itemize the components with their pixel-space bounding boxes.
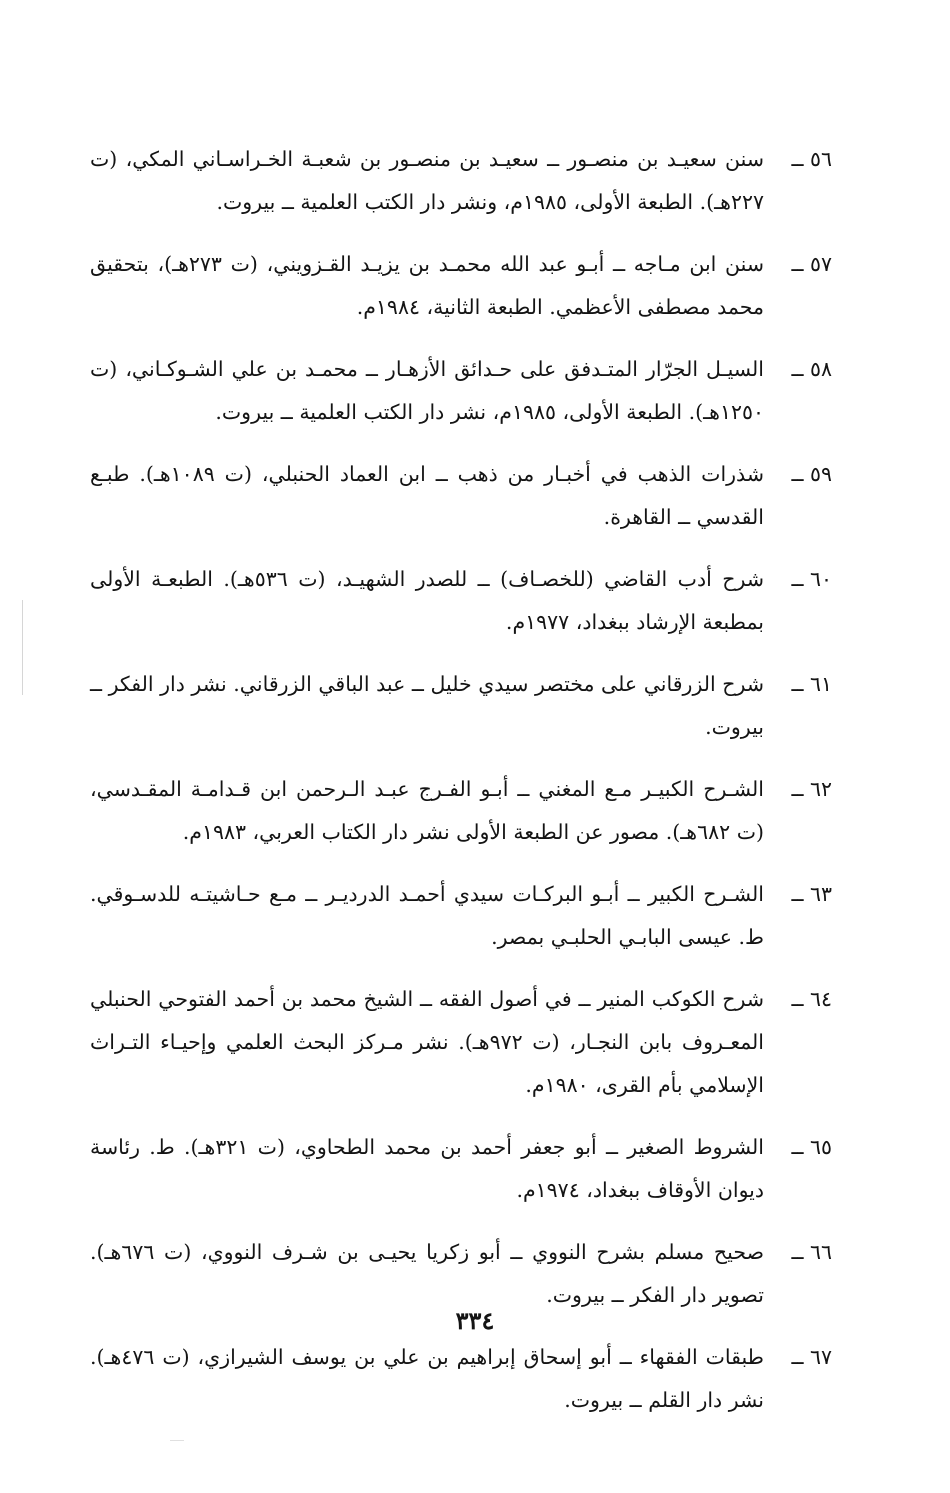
entry-number: ٦٢ ــ xyxy=(791,777,832,801)
bibliography-entry xyxy=(90,243,832,329)
scan-speck xyxy=(170,1440,184,1441)
entry-number: ٥٩ ــ xyxy=(791,462,832,486)
entry-text: صحيح مسلم بشرح النووي ــ أبو زكريا يحيـى بن شـرف النووي، (ت ٦٧٦هـ). تصوير دار الفكر ــ بيروت. xyxy=(90,1240,764,1307)
bibliography-entry xyxy=(90,1126,832,1212)
entry-text: الشروط الصغير ــ أبو جعفر أحمد بن محمد الطحاوي، (ت ٣٢١هـ). ط. رئاسة ديوان الأوقاف ببغداد، ١٩٧٤م. xyxy=(90,1135,764,1202)
bibliography-entry xyxy=(90,453,832,539)
entry-text: الشـرح الكبير ــ أبـو البركـات سيدي أحمـد الدرديـر ــ مـع حـاشيتـه للدسـوقي. ط. عيسى البابـي الحلبـي بمصر. xyxy=(90,882,764,949)
page-number: ٣٣٤ xyxy=(455,1306,495,1335)
entry-text: شرح الزرقاني على مختصر سيدي خليل ــ عبد الباقي الزرقاني. نشر دار الفكر ــ بيروت. xyxy=(90,672,764,739)
bibliography-list xyxy=(90,138,832,1441)
bibliography-entry xyxy=(90,1231,832,1317)
bibliography-entry xyxy=(90,873,832,959)
entry-text: شرح أدب القاضي (للخصـاف) ــ للصدر الشهيـد، (ت ٥٣٦هـ). الطبعـة الأولى بمطبعة الإرشاد ببغداد، ١٩٧٧م. xyxy=(90,567,764,634)
entry-number: ٥٧ ــ xyxy=(791,252,832,276)
entry-text: شذرات الذهب في أخبـار من ذهب ــ ابن العماد الحنبلي، (ت ١٠٨٩هـ). طبـع القدسي ــ القاهرة. xyxy=(90,462,764,529)
bibliography-entry xyxy=(90,663,832,749)
bibliography-entry xyxy=(90,138,832,224)
entry-number: ٦٣ ــ xyxy=(791,882,832,906)
entry-number: ٦٤ ــ xyxy=(791,987,832,1011)
bibliography-entry xyxy=(90,978,832,1107)
entry-text: الشـرح الكبيـر مـع المغني ــ أبـو الفـرج عبـد الـرحمن ابن قـدامـة المقـدسي، (ت ٦٨٢هـ). مصور عن الطبعة الأولى نشر دار الكتاب العربي، ١٩٨٣م. xyxy=(90,777,764,844)
bibliography-entry xyxy=(90,348,832,434)
entry-text: طبقات الفقهاء ــ أبو إسحاق إبراهيم بن علي بن يوسف الشيرازي، (ت ٤٧٦هـ). نشر دار القلم ــ بيروت. xyxy=(90,1345,764,1412)
entry-number: ٥٨ ــ xyxy=(791,357,832,381)
entry-number: ٦٦ ــ xyxy=(791,1240,832,1264)
entry-text: سنن سعيـد بن منصـور ــ سعيـد بن منصـور بن شعبـة الخـراسـاني المكي، (ت ٢٢٧هـ). الطبعة الأولى، ١٩٨٥م، ونشر دار الكتب العلمية ــ بيروت. xyxy=(90,147,764,214)
scan-edge-mark xyxy=(22,600,23,695)
entry-text: شرح الكوكب المنير ــ في أصول الفقه ــ الشيخ محمد بن أحمد الفتوحي الحنبلي المعـروف بابن النجـار، (ت ٩٧٢هـ). نشر مـركز البحث العلمي وإحيـاء التـراث الإسلامي بأم القرى، ١٩٨٠م. xyxy=(90,987,765,1097)
bibliography-entry xyxy=(90,1336,832,1422)
entry-number: ٥٦ ــ xyxy=(791,147,832,171)
entry-number: ٦٥ ــ xyxy=(791,1135,832,1159)
entry-number: ٦٧ ــ xyxy=(791,1345,832,1369)
entry-text: السيـل الجرّار المتـدفق على حـدائق الأزهـار ــ محمـد بن علي الشـوكـاني، (ت ١٢٥٠هـ). الطبعة الأولى، ١٩٨٥م، نشر دار الكتب العلمية ــ بيروت. xyxy=(90,357,764,424)
bibliography-entry xyxy=(90,558,832,644)
entry-number: ٦١ ــ xyxy=(791,672,832,696)
entry-text: سنن ابن مـاجه ــ أبـو عبد الله محمـد بن يزيـد القـزويني، (ت ٢٧٣هـ)، بتحقيق محمد مصطفى الأعظمي. الطبعة الثانية، ١٩٨٤م. xyxy=(90,252,764,319)
bibliography-entry xyxy=(90,768,832,854)
entry-number: ٦٠ ــ xyxy=(791,567,832,591)
